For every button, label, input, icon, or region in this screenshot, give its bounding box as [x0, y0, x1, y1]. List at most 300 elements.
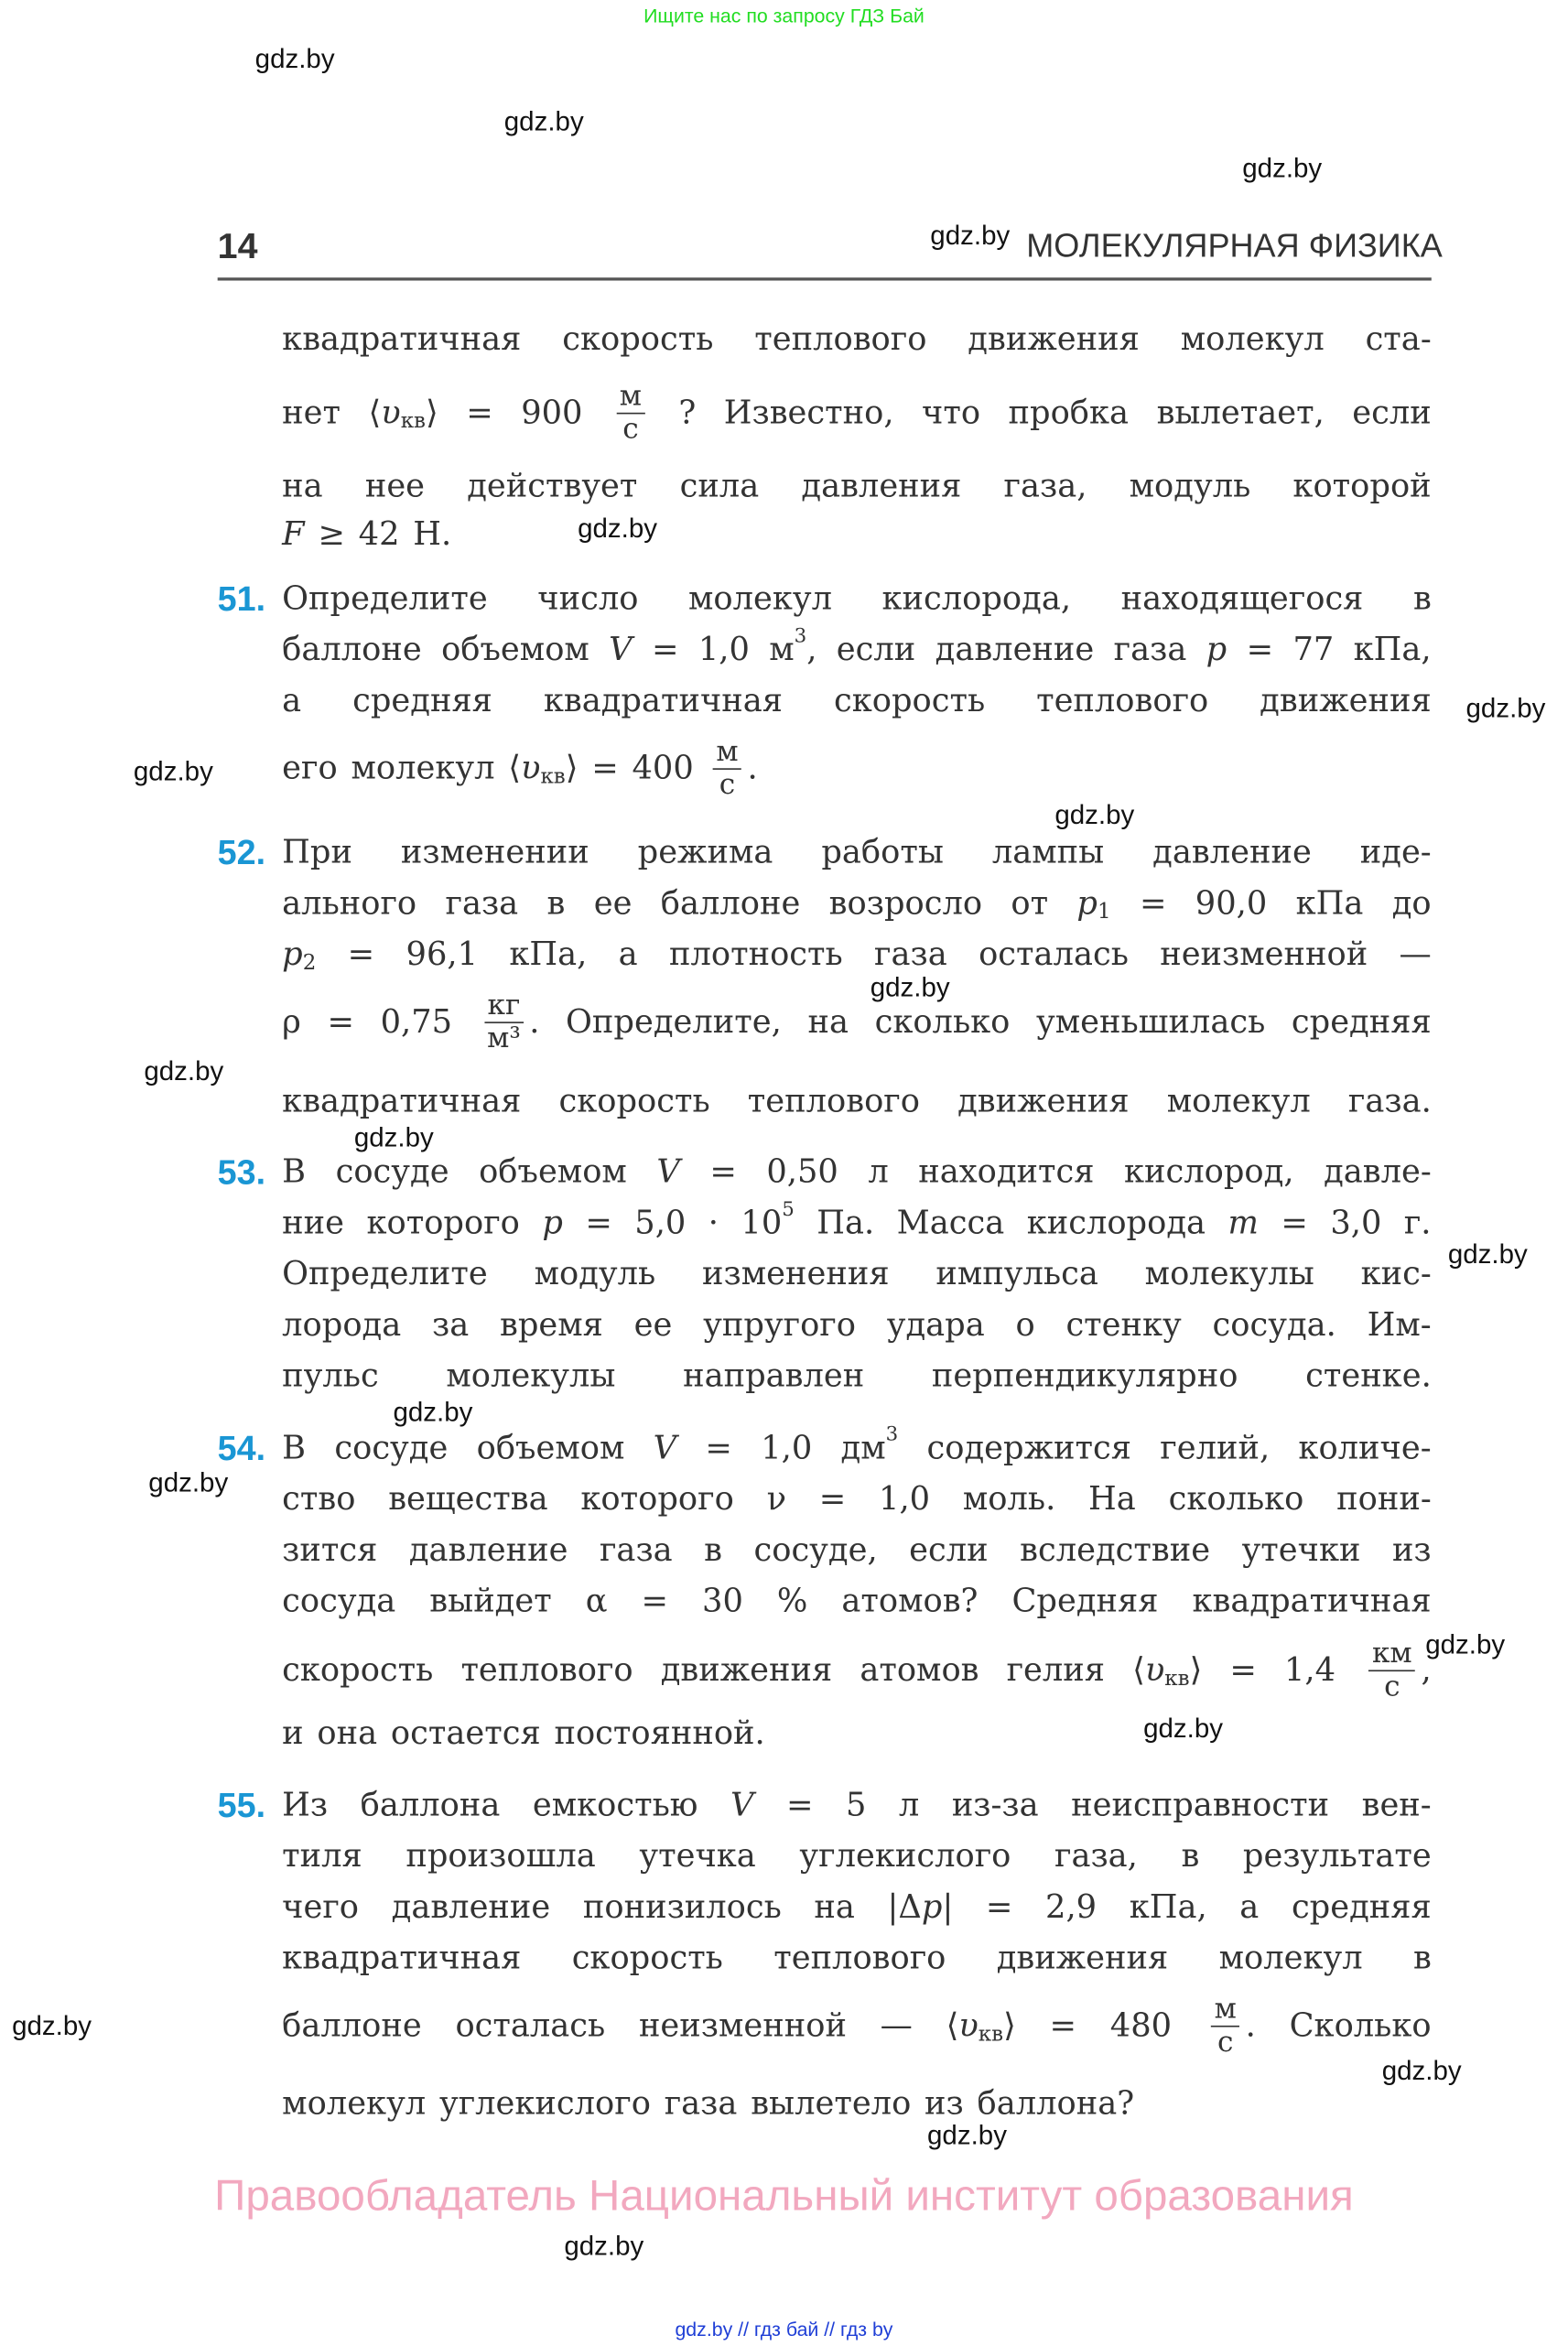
text: 90,0 — [1195, 884, 1268, 923]
word — [922, 394, 980, 431]
word — [997, 1940, 1169, 1977]
word — [619, 935, 638, 973]
text: газа — [664, 2084, 738, 2123]
word — [318, 515, 345, 553]
numerator: м — [1211, 1994, 1239, 2027]
text: г. — [1403, 1204, 1432, 1242]
math-variable: p — [1076, 884, 1098, 923]
watermark: gdz.by — [133, 756, 213, 786]
text: давление — [391, 1887, 551, 1926]
word — [282, 320, 521, 358]
word — [1181, 320, 1325, 358]
text: осталась — [979, 935, 1129, 974]
text: находится — [918, 1152, 1095, 1191]
text: — — [1399, 935, 1432, 974]
word — [508, 749, 579, 790]
text: режима — [637, 833, 773, 871]
text: за — [432, 1305, 470, 1344]
text: работы — [821, 833, 944, 871]
word — [282, 682, 301, 719]
word — [639, 2006, 847, 2044]
text: время — [499, 1305, 603, 1344]
text: импульса — [935, 1255, 1098, 1293]
word — [1292, 1003, 1432, 1041]
text: ста- — [1365, 319, 1432, 358]
word — [946, 2006, 1016, 2047]
text: в — [546, 884, 566, 923]
word — [874, 935, 947, 973]
text: количе- — [1298, 1429, 1432, 1467]
word — [1352, 394, 1431, 431]
unit-fraction — [1211, 1994, 1239, 2058]
word — [860, 1651, 979, 1689]
text: до — [1391, 884, 1432, 923]
text: = — [1229, 1650, 1257, 1689]
text: квадратичная — [1192, 1582, 1432, 1620]
text: вследствие — [1020, 1530, 1211, 1569]
text: Известно, — [723, 394, 894, 432]
word — [1305, 1357, 1432, 1395]
subscript: кв — [400, 409, 426, 434]
denominator: м³ — [487, 1021, 521, 1054]
text: давление — [408, 1530, 568, 1569]
text: = — [1139, 884, 1167, 923]
word — [586, 1583, 608, 1620]
text: молекул — [687, 579, 832, 618]
watermark: gdz.by — [870, 972, 950, 1002]
word — [661, 1651, 833, 1689]
word — [479, 989, 540, 1054]
text: 5 — [845, 1786, 867, 1824]
text: атомов — [860, 1650, 979, 1689]
word — [1284, 1651, 1336, 1689]
text: ≥ — [318, 515, 345, 554]
text: газа — [874, 935, 947, 974]
text-line — [282, 917, 1432, 992]
text: дм — [840, 1429, 886, 1467]
text: если — [909, 1530, 989, 1569]
text: сколько — [1168, 1480, 1304, 1519]
text: объемом — [441, 631, 589, 669]
word — [351, 750, 494, 787]
text: кПа, — [509, 935, 588, 974]
word — [1007, 1651, 1105, 1689]
text: ее — [593, 884, 633, 923]
denominator: с — [622, 411, 639, 446]
text: 2,9 — [1045, 1887, 1098, 1926]
text: 30 — [702, 1582, 743, 1620]
text: 400 — [632, 749, 694, 787]
word — [665, 2085, 738, 2123]
text: 900 — [521, 394, 583, 432]
word — [521, 394, 582, 431]
text: скорость — [562, 319, 714, 358]
word — [968, 320, 1140, 358]
text: движения — [968, 319, 1140, 358]
text: молекул — [282, 2084, 427, 2123]
word — [611, 378, 651, 446]
word — [1366, 320, 1432, 358]
word — [1206, 1994, 1256, 2058]
denominator: с — [1384, 1669, 1400, 1703]
text: . — [529, 1002, 540, 1041]
word — [282, 1583, 395, 1620]
text: баллона? — [977, 2084, 1135, 2123]
word — [1157, 394, 1325, 431]
watermark: gdz.by — [144, 1055, 224, 1087]
text: которого — [366, 1204, 520, 1242]
text: движения — [1260, 682, 1432, 719]
word — [1260, 682, 1432, 719]
watermark: gdz.by — [393, 1397, 473, 1427]
text: = — [651, 631, 679, 669]
text: ⟨ — [368, 394, 382, 432]
watermark: gdz.by — [1054, 799, 1135, 830]
text: газа, — [1054, 1837, 1138, 1876]
text: из — [1391, 1530, 1432, 1569]
page-number: 14 — [217, 226, 258, 267]
word — [381, 1003, 452, 1041]
word — [708, 736, 758, 800]
word — [391, 1714, 541, 1752]
watermark: gdz.by — [1465, 693, 1546, 724]
text-line — [282, 984, 1432, 1059]
text: Определите — [282, 579, 488, 618]
text: ⟩ — [565, 749, 579, 787]
math-variable: p — [282, 935, 303, 974]
watermark: gdz.by — [254, 43, 335, 74]
text: пробка — [1008, 394, 1130, 432]
text: В — [282, 1429, 307, 1467]
text: Определите, — [566, 1002, 782, 1041]
watermark: gdz.by — [564, 2231, 644, 2262]
text: ⟩ — [1189, 1650, 1203, 1689]
text: ⟩ — [425, 394, 438, 432]
word — [554, 1714, 764, 1752]
text: кислород, — [1124, 1152, 1294, 1191]
text: скорость — [571, 1939, 723, 1977]
text: ? — [678, 394, 697, 432]
word — [572, 1940, 723, 1977]
text: 0,75 — [380, 1002, 453, 1041]
unit-fraction — [713, 736, 741, 800]
text: = — [818, 1480, 847, 1519]
text: 77 — [1292, 631, 1335, 669]
text: утечки — [1241, 1530, 1361, 1569]
text: скорость — [558, 1082, 710, 1120]
math-variable: p — [542, 1204, 563, 1242]
math-variable: p — [1206, 631, 1227, 669]
word — [282, 2006, 422, 2044]
text: молекулы — [1144, 1255, 1314, 1293]
text: средняя — [352, 682, 492, 719]
watermark: gdz.by — [353, 1122, 434, 1152]
text: лампы — [991, 833, 1105, 871]
word — [748, 1083, 920, 1120]
math-variable: V — [653, 1429, 677, 1467]
subscript: кв — [540, 764, 566, 790]
section-title: МОЛЕКУЛЯРНАЯ ФИЗИКА — [1026, 226, 1443, 265]
text: из — [925, 2084, 964, 2123]
text: При — [282, 833, 352, 871]
text: упругого — [703, 1305, 856, 1344]
watermark: gdz.by — [1143, 1713, 1224, 1744]
text: Масса — [896, 1204, 1005, 1242]
text: кПа — [1295, 884, 1364, 923]
text: ⟨ — [508, 749, 522, 787]
watermark: gdz.by — [12, 2010, 92, 2041]
text: вылетает, — [1156, 394, 1325, 432]
text: удара — [886, 1305, 985, 1344]
text: неисправности — [1071, 1786, 1330, 1824]
word — [777, 1583, 808, 1620]
text: 5,0 — [634, 1204, 687, 1242]
text: · — [708, 1204, 719, 1242]
text: молекул — [1166, 1082, 1311, 1120]
subscript: 1 — [1097, 900, 1111, 924]
text: м — [769, 631, 795, 669]
text: атомов? — [841, 1582, 979, 1620]
text: находящегося — [1120, 579, 1364, 618]
header-rule — [218, 277, 1432, 280]
text-line — [282, 375, 1432, 450]
text: л — [898, 1786, 920, 1824]
text: баллоне — [282, 2006, 422, 2045]
denominator: с — [1217, 2025, 1234, 2059]
text: 3,0 — [1330, 1204, 1382, 1242]
word — [881, 2006, 913, 2044]
word — [282, 1357, 379, 1395]
text: ство — [282, 1480, 356, 1519]
text: понизилось — [582, 1887, 782, 1926]
text: ние — [282, 1204, 345, 1242]
text: зится — [282, 1530, 378, 1569]
problem-number: 55. — [217, 1785, 266, 1825]
text: теплового — [747, 1082, 920, 1120]
word — [841, 1583, 978, 1620]
text: сосуде — [335, 1152, 449, 1191]
denominator: с — [719, 767, 736, 801]
text-line — [282, 1338, 1432, 1413]
word — [1036, 1003, 1265, 1041]
text: 0,50 — [766, 1152, 838, 1191]
text: модуль — [1129, 467, 1251, 505]
word — [413, 515, 451, 553]
text: | — [942, 1887, 954, 1926]
word — [566, 1003, 782, 1041]
text: скорость — [833, 682, 986, 719]
text: направлен — [683, 1357, 865, 1395]
word — [979, 935, 1129, 973]
word — [1009, 394, 1130, 431]
text: квадратичная — [282, 1082, 522, 1120]
text: ⟨ — [1132, 1650, 1145, 1689]
watermark: gdz.by — [578, 513, 658, 544]
text: модуль — [534, 1255, 656, 1293]
text: осталась — [455, 2006, 606, 2045]
text: газа, — [1003, 467, 1087, 505]
text: На — [1088, 1480, 1136, 1519]
word — [1400, 935, 1432, 973]
text-line — [282, 1064, 1432, 1139]
word — [1132, 1650, 1203, 1692]
text: газа — [445, 884, 519, 923]
text: Им- — [1367, 1305, 1432, 1344]
word — [925, 2085, 964, 2123]
superscript: 5 — [782, 1197, 795, 1221]
text: средняя — [1291, 1887, 1432, 1926]
word — [633, 750, 694, 787]
numerator: кг — [484, 989, 523, 1022]
word — [875, 1003, 1011, 1041]
text: давление — [935, 631, 1095, 669]
text: |Δ — [887, 1887, 922, 1926]
text: и — [282, 1714, 304, 1752]
text: молекул — [1218, 1939, 1363, 1977]
text: гелий, — [1160, 1429, 1271, 1467]
text: на — [807, 1002, 849, 1041]
text: ального — [282, 884, 417, 923]
text: в — [1412, 1939, 1432, 1977]
text: от — [1011, 884, 1049, 923]
text: = — [591, 749, 619, 787]
unit-fraction — [617, 378, 645, 446]
word — [754, 320, 926, 358]
text: углекислого — [799, 1837, 1011, 1876]
text-line — [282, 730, 1432, 805]
text: Сколько — [1289, 2006, 1432, 2045]
text: сколько — [874, 1002, 1011, 1041]
text: = — [466, 394, 493, 432]
superscript: 3 — [885, 1422, 899, 1446]
math-variable: F — [282, 515, 305, 554]
word — [562, 320, 713, 358]
text: ⟩ — [1003, 2006, 1016, 2045]
text: содержится — [926, 1429, 1131, 1467]
text: = — [785, 1786, 814, 1824]
text: ее — [633, 1305, 673, 1344]
text: в — [1412, 579, 1432, 618]
text: баллоне — [660, 884, 801, 923]
text: иде- — [1359, 833, 1432, 871]
text: молекул — [351, 749, 495, 787]
text: возросло — [828, 884, 983, 923]
text-line — [282, 1563, 1432, 1638]
text: нее — [364, 467, 426, 505]
text: которого — [580, 1480, 734, 1519]
text: квадратичная — [282, 319, 522, 358]
text: движения — [957, 1082, 1130, 1120]
text: сосуде — [334, 1429, 449, 1467]
word — [282, 394, 341, 431]
word — [455, 2006, 605, 2044]
word — [1110, 2006, 1172, 2044]
problem-number: 53. — [217, 1151, 266, 1192]
text: теплового — [754, 319, 927, 358]
text: 1,0 — [879, 1480, 931, 1519]
text: кПа, — [1353, 631, 1432, 669]
text: плотность — [668, 935, 843, 974]
text: , — [806, 631, 817, 669]
text: теплового — [773, 1939, 946, 1977]
text: давления — [801, 467, 962, 505]
word — [1011, 1583, 1158, 1620]
text-line — [282, 1988, 1432, 2063]
text: движения — [660, 1650, 833, 1689]
watermark: gdz.by — [1242, 153, 1323, 183]
word — [1229, 1651, 1257, 1689]
text: молекул — [1180, 319, 1325, 358]
word — [368, 394, 438, 434]
text: вылетело — [751, 2084, 912, 2123]
text: кислорода — [1026, 1204, 1206, 1242]
text: — — [880, 2006, 913, 2045]
word — [439, 2085, 651, 2123]
text: , — [1421, 1650, 1432, 1689]
word — [460, 1651, 633, 1689]
subscript: кв — [1164, 1667, 1190, 1692]
text: 96,1 — [406, 935, 479, 974]
text: а — [282, 682, 302, 719]
text: изменения — [702, 1255, 890, 1293]
footer-links[interactable]: gdz.by // гдз бай // гдз by — [675, 2318, 893, 2341]
word — [446, 1357, 615, 1395]
text: = — [985, 1887, 1013, 1926]
word — [1219, 1940, 1363, 1977]
text: тиля — [282, 1837, 362, 1876]
math-variable: V — [656, 1152, 680, 1191]
text: число — [537, 579, 639, 618]
text: вен- — [1361, 1786, 1432, 1824]
text: давле- — [1324, 1152, 1432, 1191]
text: моль. — [962, 1480, 1056, 1519]
text: неизменной — [1160, 935, 1368, 974]
copyright-notice: Правообладатель Национальный институт образования — [214, 2172, 1354, 2222]
text: ⟨ — [946, 2006, 959, 2045]
text: 10 — [741, 1204, 783, 1242]
text: сосуда — [282, 1582, 396, 1620]
text: Н. — [413, 515, 452, 554]
word — [282, 2085, 426, 2123]
word — [1160, 935, 1368, 973]
text: действует — [467, 467, 638, 505]
word — [282, 1083, 521, 1120]
watermark: gdz.by — [1381, 2055, 1462, 2086]
numerator: м — [713, 736, 741, 769]
text: В — [282, 1152, 307, 1191]
text: произошла — [406, 1837, 596, 1876]
text: вещества — [388, 1480, 548, 1519]
word — [282, 1003, 301, 1041]
text: в — [704, 1530, 723, 1569]
text-line — [282, 301, 1432, 376]
word — [807, 1003, 849, 1041]
word — [1363, 1638, 1432, 1702]
text: лорода — [282, 1305, 402, 1344]
word — [957, 1083, 1130, 1120]
text-line — [282, 2066, 1432, 2141]
text: газа — [1113, 631, 1187, 669]
text: нет — [282, 394, 341, 432]
word — [683, 1357, 864, 1395]
text: объемом — [476, 1429, 625, 1467]
word — [669, 935, 843, 973]
text: Па. — [816, 1204, 875, 1242]
text: стенку — [1065, 1305, 1182, 1344]
text: 1,4 — [1284, 1650, 1336, 1689]
text: % — [776, 1582, 808, 1620]
text: = — [327, 1002, 355, 1041]
